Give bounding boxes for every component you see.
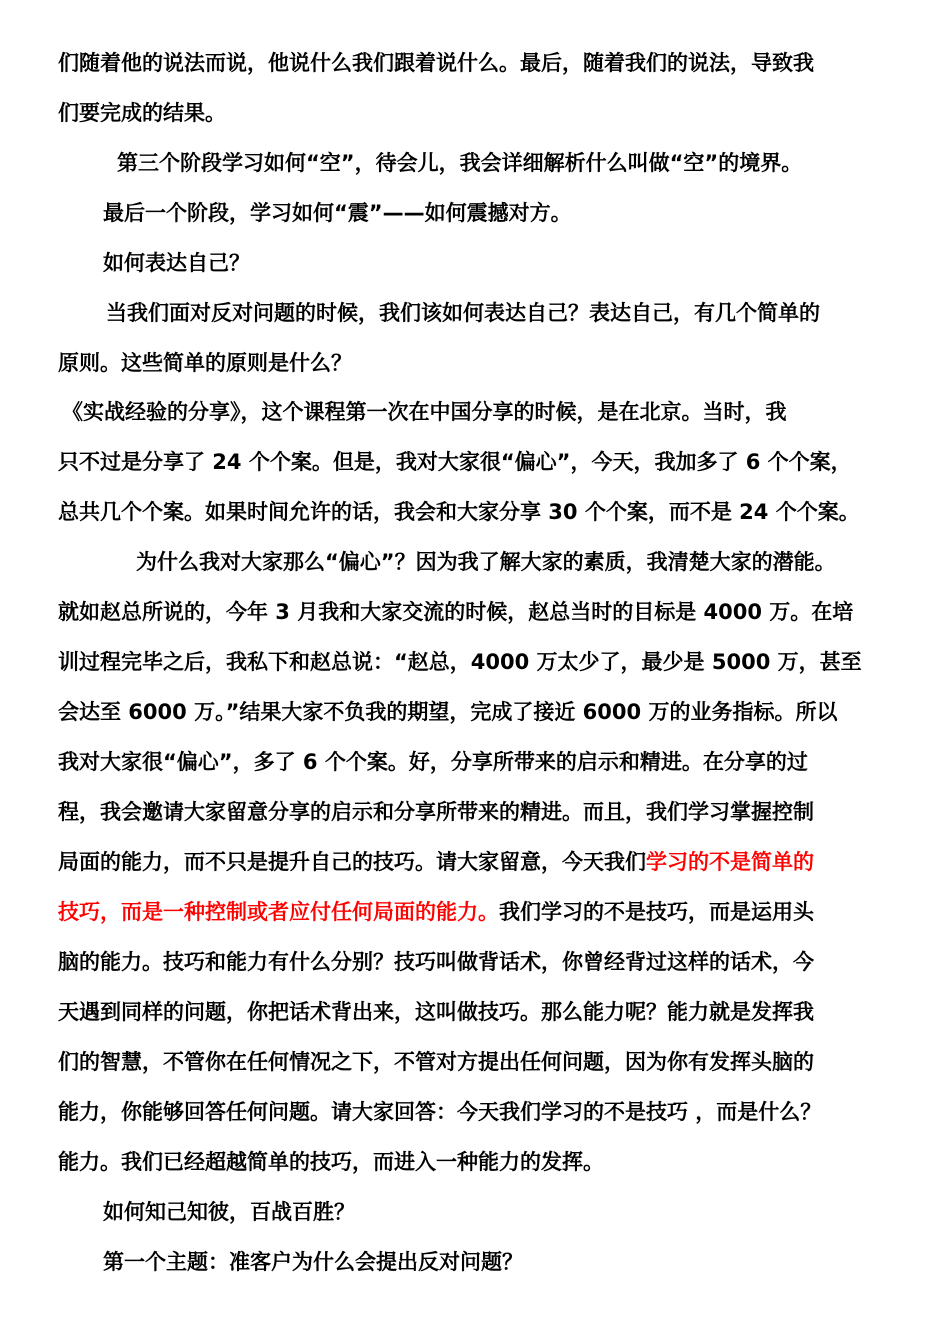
highlighted-text: 技巧，而是一种控制或者应付任何局面的能力。 <box>58 900 499 924</box>
text-line: 就如赵总所说的，今年 3 月我和大家交流的时候，赵总当时的目标是 4000 万。在培 <box>58 600 854 624</box>
text-line: 当我们面对反对问题的时候，我们该如何表达自己？表达自己，有几个简单的 <box>106 301 820 325</box>
text-line: 我对大家很“偏心”，多了 6 个个案。好，分享所带来的启示和精进。在分享的过 <box>58 750 808 774</box>
text-line <box>58 892 814 932</box>
text-line: 训过程完毕之后，我私下和赵总说：“赵总，4000 万太少了，最少是 5000 万，甚至 <box>58 650 862 674</box>
highlighted-text: 学习的不是简单的 <box>646 850 814 874</box>
heading-know-yourself: 如何知己知彼，百战百胜？ <box>103 1200 355 1224</box>
text-segment: 我们学习的不是技巧，而是运用头 <box>499 900 814 924</box>
text-line: 能力。我们已经超越简单的技巧，而进入一种能力的发挥。 <box>58 1150 604 1174</box>
text-line: 们随着他的说法而说，他说什么我们跟着说什么。最后，随着我们的说法，导致我 <box>58 51 814 75</box>
text-line: 总共几个个案。如果时间允许的话，我会和大家分享 30 个个案，而不是 24 个个案。 <box>58 500 860 524</box>
text-line: 最后一个阶段，学习如何“震”——如何震撼对方。 <box>103 201 572 225</box>
text-line <box>58 842 814 882</box>
text-line: 程，我会邀请大家留意分享的启示和分享所带来的精进。而且，我们学习掌握控制 <box>58 800 814 824</box>
text-line: 原则。这些简单的原则是什么？ <box>58 351 352 375</box>
heading-first-topic: 第一个主题：准客户为什么会提出反对问题？ <box>103 1250 523 1274</box>
text-line: 《实战经验的分享》，这个课程第一次在中国分享的时候，是在北京。当时，我 <box>62 400 787 424</box>
text-line: 会达至 6000 万。”结果大家不负我的期望，完成了接近 6000 万的业务指标。所以 <box>58 700 838 724</box>
text-line: 们要完成的结果。 <box>58 101 226 125</box>
text-line: 脑的能力。技巧和能力有什么分别？技巧叫做背话术，你曾经背过这样的话术，今 <box>58 950 814 974</box>
heading-how-to-express: 如何表达自己？ <box>103 251 250 275</box>
text-line: 为什么我对大家那么“偏心”？因为我了解大家的素质，我清楚大家的潜能。 <box>136 550 836 574</box>
text-line: 第三个阶段学习如何“空”，待会儿，我会详细解析什么叫做“空”的境界。 <box>117 151 803 175</box>
text-line: 们的智慧，不管你在任何情况之下，不管对方提出任何问题，因为你有发挥头脑的 <box>58 1050 814 1074</box>
text-segment: 局面的能力，而不只是提升自己的技巧。请大家留意，今天我们 <box>58 850 646 874</box>
text-line: 能力，你能够回答任何问题。请大家回答：今天我们学习的不是技巧 ，而是什么？ <box>58 1100 822 1124</box>
text-line: 天遇到同样的问题，你把话术背出来，这叫做技巧。那么能力呢？能力就是发挥我 <box>58 1000 814 1024</box>
text-line: 只不过是分享了 24 个个案。但是，我对大家很“偏心”，今天，我加多了 6 个个案， <box>58 450 852 474</box>
